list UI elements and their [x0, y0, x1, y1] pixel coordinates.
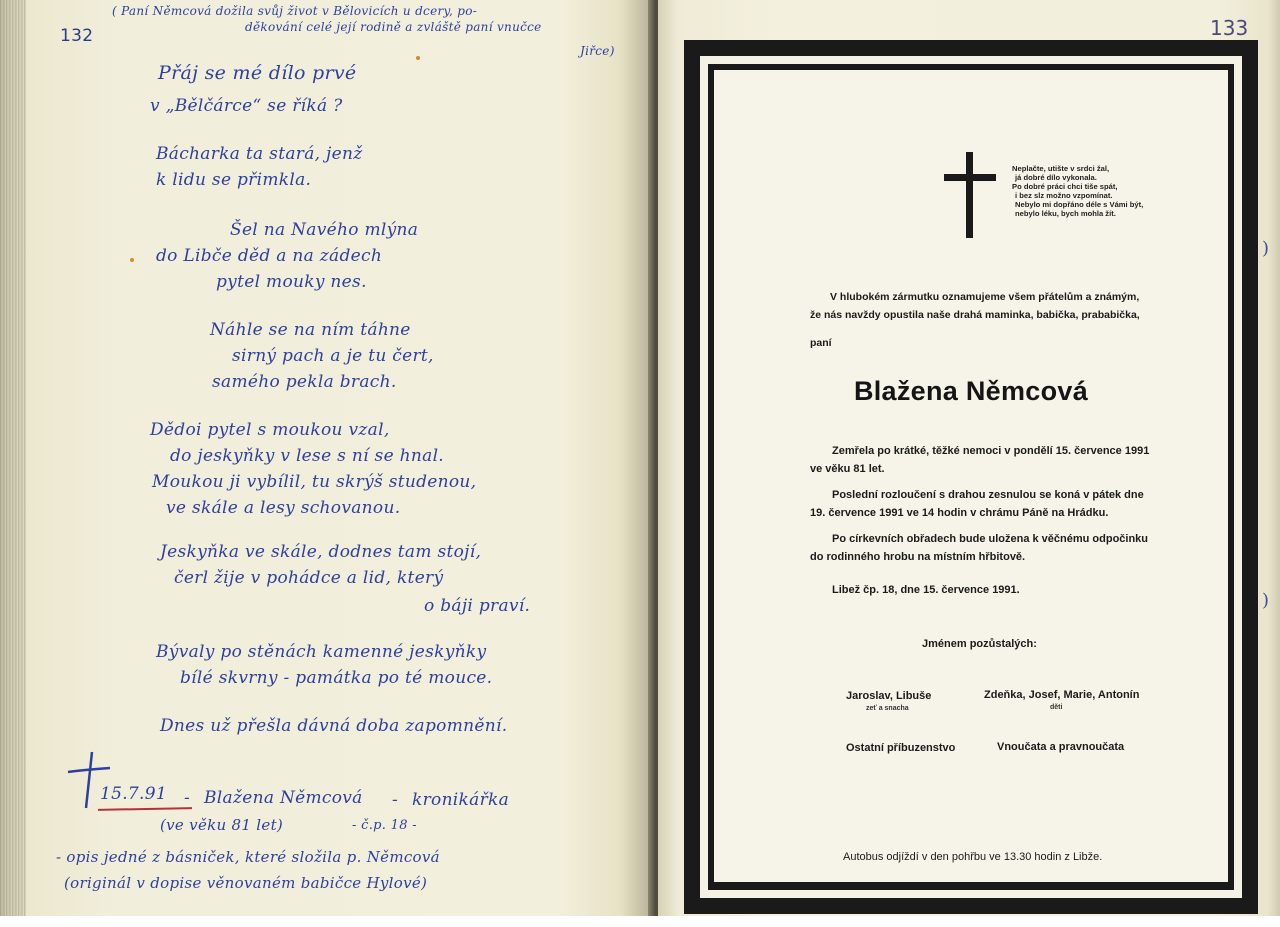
poem-line: Bývaly po stěnách kamenné jeskyňky [156, 642, 487, 662]
poem-line: pytel mouky nes. [216, 272, 367, 292]
bus-note: Autobus odjíždí v den pohřbu ve 13.30 hodin z Libže. [843, 851, 1103, 863]
ink-spot [130, 258, 134, 262]
header-note-line2: děkování celé její rodině a zvláště paní vnučce [245, 20, 542, 34]
poem-line: ve skále a lesy schovanou. [166, 498, 401, 518]
notice-para3-line2: do rodinného hrobu na místním hřbitově. [810, 551, 1026, 563]
notice-poem-line: Nebylo mi dopřáno déle s Vámi být, [1015, 200, 1144, 209]
survivor-role: zeť a snacha [866, 705, 909, 712]
poem-line: Náhle se na ním táhne [210, 320, 411, 340]
cross-icon [942, 150, 998, 240]
poem-line: samého pekla brach. [212, 372, 397, 392]
poem-line: sirný pach a je tu čert, [232, 346, 434, 366]
death-date: 15.7.91 [100, 784, 167, 804]
poem-line: Moukou ji vybílil, tu skrýš studenou, [152, 472, 477, 492]
notice-poem-line: nebylo léku, bych mohla žít. [1015, 209, 1116, 218]
right-page-number: 133 [1210, 16, 1249, 40]
notice-para1-line1: Zemřela po krátké, těžké nemoci v pondělí 15. července 1991 [832, 445, 1150, 457]
header-note-line3: Jiřce) [580, 44, 615, 58]
notice-para2-line1: Poslední rozloučení s drahou zesnulou se koná v pátek dne [832, 489, 1144, 501]
house-note: - č.p. 18 - [352, 818, 417, 833]
survivors-heading: Jménem pozůstalých: [922, 638, 1037, 650]
notice-poem-line: já dobré dílo vykonala. [1015, 173, 1097, 182]
poem-line: do Libče děd a na zádech [156, 246, 383, 266]
poem-line: Bácharka ta stará, jenž [156, 144, 363, 164]
poem-line: Šel na Navého mlýna [230, 220, 419, 240]
survivor-role: děti [1050, 704, 1063, 711]
notice-poem-line: Neplačte, utište v srdci žal, [1012, 164, 1110, 173]
deceased-name: Blažena Němcová [853, 376, 1089, 406]
poem-line: k lidu se přimkla. [156, 170, 312, 190]
notice-place-date: Libež čp. 18, dne 15. července 1991. [832, 584, 1020, 596]
margin-bracket: ) [1262, 238, 1270, 259]
notice-intro-line2: že nás navždy opustila naše drahá maminka, babička, prababička, [810, 309, 1140, 321]
death-dash: - [184, 788, 191, 808]
poem-line: Dědoi pytel s moukou vzal, [150, 420, 390, 440]
notice-intro-line1: V hlubokém zármutku oznamujeme všem přátelům a známým, [830, 291, 1140, 303]
poem-line: o báji praví. [424, 596, 531, 616]
notice-para1-line2: ve věku 81 let. [810, 463, 885, 475]
page-edges [0, 0, 26, 916]
death-title: kronikářka [412, 790, 510, 810]
ink-spot [416, 56, 420, 60]
poem-line: v „Bělčárce“ se říká ? [150, 96, 343, 116]
left-page-number: 132 [60, 26, 94, 46]
survivor-name: Zdeňka, Josef, Marie, Antonín [984, 689, 1140, 701]
death-name: Blažena Němcová [204, 788, 363, 808]
notice-para3-line1: Po církevních obřadech bude uložena k věčnému odpočinku [832, 533, 1149, 545]
survivor-name: Vnoučata a pravnoučata [997, 741, 1125, 753]
survivor-name: Jaroslav, Libuše [846, 690, 932, 702]
survivor-name: Ostatní příbuzenstvo [846, 742, 956, 754]
margin-bracket: ) [1262, 590, 1270, 611]
notice-para2-line2: 19. července 1991 ve 14 hodin v chrámu Páně na Hrádku. [810, 507, 1109, 519]
poem-line: čerl žije v pohádce a lid, který [174, 568, 444, 588]
poem-line: Jeskyňka ve skále, dodnes tam stojí, [160, 542, 482, 562]
copy-note-line1: - opis jedné z básniček, které složila p. Němcová [56, 848, 440, 866]
copy-note-line2: (originál v dopise věnovaném babičce Hylové) [64, 874, 428, 892]
poem-line: Přáj se mé dílo prvé [158, 62, 357, 84]
notice-title-word: paní [810, 337, 832, 349]
header-note-line1: ( Paní Němcová dožila svůj život v Bělovicích u dcery, po- [112, 4, 478, 18]
notice-poem-line: i bez slz možno vzpomínat. [1015, 191, 1113, 200]
notice-poem-line: Po dobré práci chci tiše spát, [1012, 182, 1118, 191]
poem-line: do jeskyňky v lese s ní se hnal. [170, 446, 445, 466]
poem-line: bílé skvrny - památka po té mouce. [180, 668, 493, 688]
death-dash: - [392, 790, 399, 810]
poem-line: Dnes už přešla dávná doba zapomnění. [160, 716, 508, 736]
age-note: (ve věku 81 let) [160, 816, 284, 834]
